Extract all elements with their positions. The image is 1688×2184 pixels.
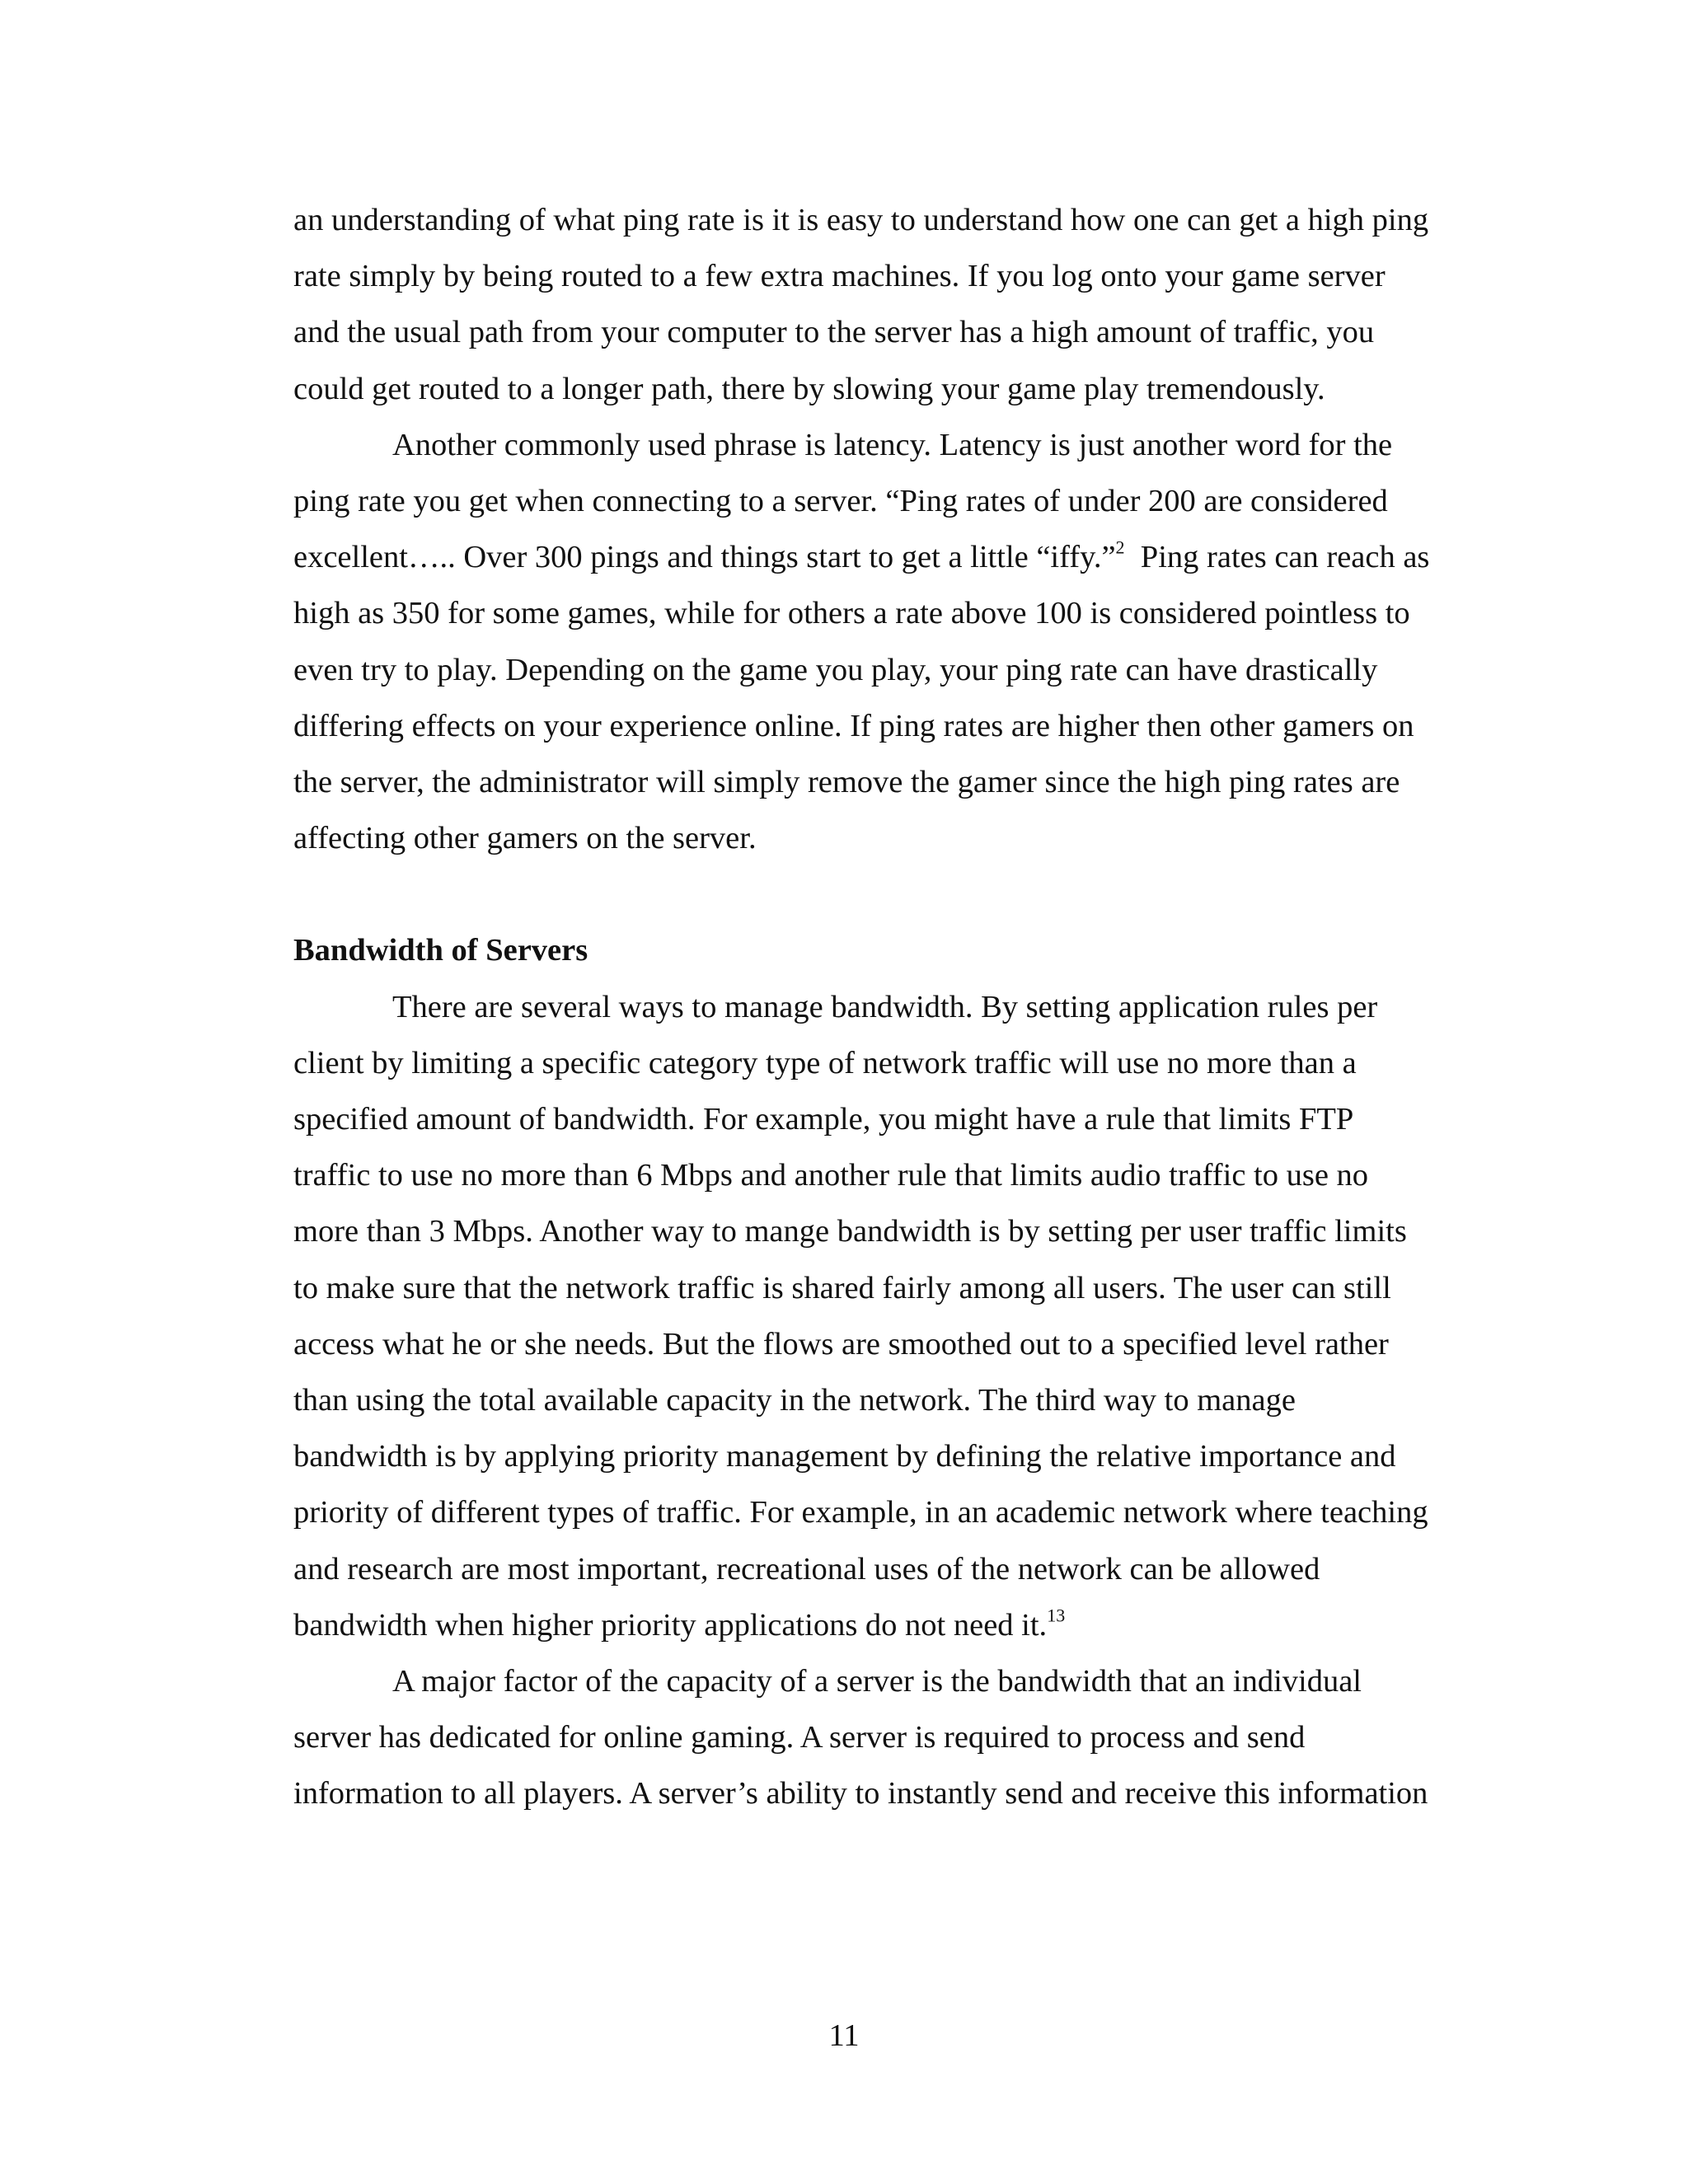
paragraph-line: differing effects on your experience online. If ping rates are higher then other gamers on (293, 708, 1414, 743)
footnote-marker: 2 (1115, 537, 1125, 558)
paragraph-line: There are several ways to manage bandwidth. By setting application rules per (392, 989, 1378, 1024)
paragraph-line: high as 350 for some games, while for others a rate above 100 is considered pointless to (293, 596, 1410, 631)
paragraph-spacer (293, 866, 1480, 922)
paragraph-line: rate simply by being routed to a few extra machines. If you log onto your game server (293, 259, 1386, 294)
paragraph-line (293, 529, 1480, 585)
paragraph-line: priority of different types of traffic. For example, in an academic network where teaching (293, 1495, 1428, 1530)
footnote-marker: 13 (1047, 1605, 1066, 1626)
paragraph-line: more than 3 Mbps. Another way to mange bandwidth is by setting per user traffic limits (293, 1214, 1407, 1249)
paragraph-line: access what he or she needs. But the flows are smoothed out to a specified level rather (293, 1326, 1389, 1361)
paragraph-line: could get routed to a longer path, there by slowing your game play tremendously. (293, 371, 1325, 406)
paragraph-ping-rates (293, 417, 1480, 867)
body-text (293, 192, 1480, 1821)
paragraph-line: A major factor of the capacity of a server is the bandwidth that an individual (392, 1663, 1362, 1699)
paragraph-bandwidth-management (293, 979, 1480, 1653)
line-text: Ping rates can reach as (1124, 540, 1430, 575)
paragraph-line: ping rate you get when connecting to a server. “Ping rates of under 200 are considered (293, 483, 1388, 518)
paragraph-line: bandwidth is by applying priority management by defining the relative importance and (293, 1439, 1396, 1474)
paragraph-line: an understanding of what ping rate is it is easy to understand how one can get a high ping (293, 203, 1429, 237)
paragraph-line: server has dedicated for online gaming. A server is required to process and send (293, 1720, 1306, 1755)
paragraph-line (293, 1597, 1480, 1653)
paragraph-line: Another commonly used phrase is latency. Latency is just another word for the (392, 427, 1393, 462)
paragraph-line: information to all players. A server’s ability to instantly send and receive this information (293, 1776, 1428, 1811)
section-heading: Bandwidth of Servers (293, 933, 588, 968)
paragraph-line: to make sure that the network traffic is shared fairly among all users. The user can still (293, 1270, 1391, 1305)
paragraph-server-capacity (293, 1653, 1480, 1822)
line-text: bandwidth when higher priority applications do not need it. (293, 1607, 1048, 1643)
paragraph-line: affecting other gamers on the server. (293, 821, 757, 856)
paragraph-line: and the usual path from your computer to the server has a high amount of traffic, you (293, 315, 1375, 350)
paragraph-line: traffic to use no more than 6 Mbps and another rule that limits audio traffic to use no (293, 1158, 1369, 1193)
paragraph-line: client by limiting a specific category type of network traffic will use no more than a (293, 1045, 1357, 1080)
paragraph-line: even try to play. Depending on the game you play, your ping rate can have drastically (293, 652, 1378, 687)
paragraph-line: and research are most important, recreational uses of the network can be allowed (293, 1551, 1320, 1586)
paragraph-latency-intro (293, 192, 1480, 417)
paragraph-line: specified amount of bandwidth. For example, you might have a rule that limits FTP (293, 1102, 1354, 1137)
page-number: 11 (828, 2018, 860, 2053)
paragraph-line: the server, the administrator will simply remove the gamer since the high ping rates are (293, 764, 1400, 799)
paragraph-line: than using the total available capacity in the network. The third way to manage (293, 1382, 1296, 1418)
line-text: excellent….. Over 300 pings and things start to get a little “iffy.” (293, 540, 1116, 575)
